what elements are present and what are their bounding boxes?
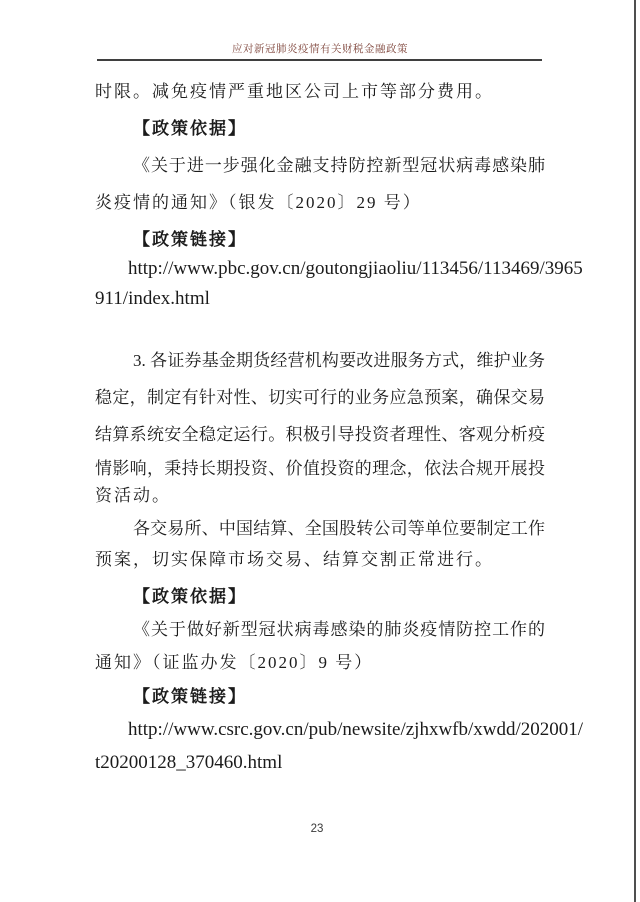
policy-basis-title-line: 《关于做好新型冠状病毒感染的肺炎疫情防控工作的 <box>133 620 545 639</box>
policy-link-label: 【政策链接】 <box>133 687 247 706</box>
header-rule <box>97 59 542 61</box>
body-text-line: 各交易所、中国结算、全国股转公司等单位要制定工作 <box>133 519 545 538</box>
policy-basis-title-line: 《关于进一步强化金融支持防控新型冠状病毒感染肺 <box>133 156 545 175</box>
policy-basis-label: 【政策依据】 <box>133 119 247 138</box>
body-text-line: 时限。减免疫情严重地区公司上市等部分费用。 <box>95 82 494 101</box>
policy-url-line: http://www.csrc.gov.cn/pub/newsite/zjhxwfb/xwdd/202001/ <box>128 719 584 740</box>
policy-url-line: t20200128_370460.html <box>95 752 283 773</box>
policy-url-line: 911/index.html <box>95 288 210 309</box>
page-number: 23 <box>310 823 324 835</box>
policy-link-label: 【政策链接】 <box>133 230 247 249</box>
body-text-line: 资活动。 <box>95 486 171 505</box>
page-header-title: 应对新冠肺炎疫情有关财税金融政策 <box>232 44 408 55</box>
body-text-line: 3. 各证券基金期货经营机构要改进服务方式，维护业务 <box>133 351 545 370</box>
body-text-line: 预案，切实保障市场交易、结算交割正常进行。 <box>95 550 494 569</box>
body-text-line: 情影响，秉持长期投资、价值投资的理念，依法合规开展投 <box>95 459 545 478</box>
body-text-line: 结算系统安全稳定运行。积极引导投资者理性、客观分析疫 <box>95 425 545 444</box>
body-text-line: 稳定，制定有针对性、切实可行的业务应急预案，确保交易 <box>95 388 545 407</box>
page-right-border <box>634 0 636 902</box>
policy-basis-label: 【政策依据】 <box>133 587 247 606</box>
policy-basis-title-line: 通知》（证监办发〔2020〕9 号） <box>95 653 374 672</box>
policy-url-line: http://www.pbc.gov.cn/goutongjiaoliu/113456/113469/3965 <box>128 258 583 279</box>
policy-basis-title-line: 炎疫情的通知》（银发〔2020〕29 号） <box>95 193 422 212</box>
